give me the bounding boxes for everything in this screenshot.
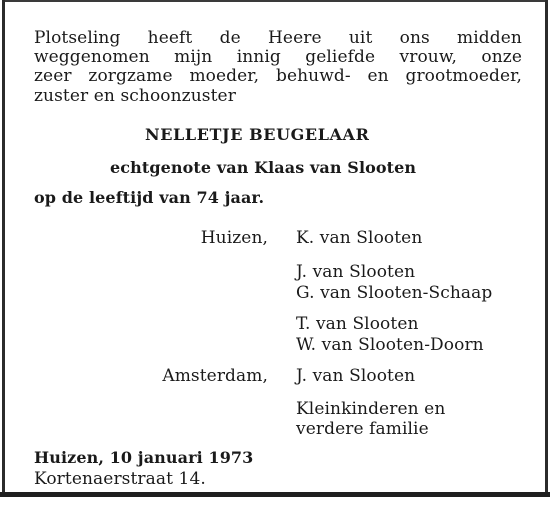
- family-name: W. van Slooten-Doorn: [296, 335, 484, 355]
- border-top: [2, 0, 548, 2]
- place-date: Huizen, 10 januari 1973: [34, 448, 254, 467]
- place-amsterdam: Amsterdam,: [162, 366, 268, 386]
- spouse-line: echtgenote van Klaas van Slooten: [110, 158, 417, 177]
- border-left: [2, 0, 5, 496]
- family-name: T. van Slooten: [296, 314, 419, 334]
- place-huizen: Huizen,: [200, 228, 268, 248]
- family-name: J. van Slooten: [296, 262, 416, 282]
- border-bottom: [0, 492, 550, 497]
- intro-line-4: zuster en schoonzuster: [34, 86, 236, 106]
- border-right: [545, 0, 548, 496]
- family-name: J. van Slooten: [296, 366, 416, 386]
- address: Kortenaerstraat 14.: [34, 469, 206, 489]
- family-name: G. van Slooten-Schaap: [296, 283, 493, 303]
- intro-line-1: Plotseling heeft de Heere uit ons midden: [34, 28, 522, 48]
- intro-line-2: weggenomen mijn innig geliefde vrouw, onze: [34, 47, 522, 67]
- age-line: op de leeftijd van 74 jaar.: [34, 188, 265, 207]
- relatives-line: verdere familie: [296, 419, 429, 439]
- grandchildren-line: Kleinkinderen en: [296, 399, 446, 419]
- deceased-name: NELLETJE BEUGELAAR: [145, 125, 370, 144]
- family-name: K. van Slooten: [296, 228, 423, 248]
- intro-line-3: zeer zorgzame moeder, behuwd- en grootmoeder,: [34, 66, 522, 86]
